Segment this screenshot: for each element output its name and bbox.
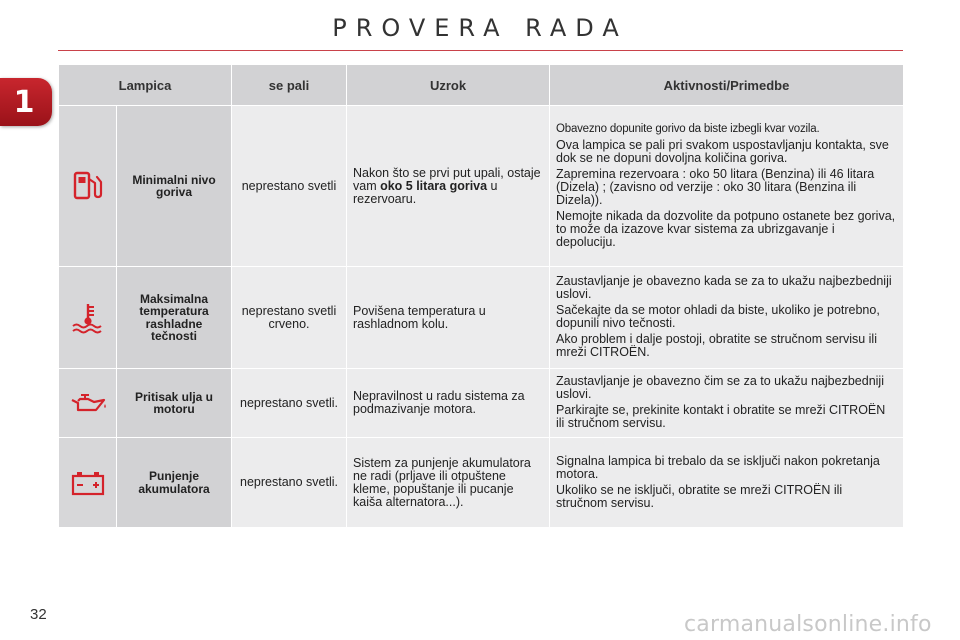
action-text: Obavezno dopunite gorivo da biste izbegli kvar vozila. [556,122,820,135]
page-number: 32 [30,606,47,623]
action-text: Zaustavljanje je obavezno čim se za to ukažu najbezbedniji uslovi. [556,374,884,401]
row-cause: Sistem za punjenje akumulatora ne radi (prljave ili otpuštene kleme, popuštanje ili pucanje kaiša alternatora...). [347,438,550,528]
cause-bold-text: oko 5 litara goriva [380,178,488,193]
table-header-row [59,65,904,106]
table-row [59,106,904,267]
table-row [59,438,904,528]
row-condition: neprestano svetli. [232,369,347,438]
row-icon-cell [59,106,117,267]
table-row [59,267,904,369]
row-actions [550,369,904,438]
title-rule [58,50,903,51]
oil-pressure-icon [59,391,116,415]
action-text: Ako problem i dalje postoji, obratite se stručnom servisu ili mreži CITROËN. [556,332,877,359]
action-text: Signalna lampica bi trebalo da se isključi nakon pokretanja motora. [556,453,880,481]
table-row [59,369,904,438]
battery-icon [59,469,116,497]
action-text: Sačekajte da se motor ohladi da biste, ukoliko je potrebno, dopunili nivo tečnosti. [556,303,880,330]
row-cause: Nepravilnost u radu sistema za podmazivanje motora. [347,369,550,438]
row-cause: Povišena temperatura u rashladnom kolu. [347,267,550,369]
row-name: Pritisak ulja u motoru [117,369,232,438]
cause-text: Nakon što se prvi put upali, ostaje vam [353,165,541,193]
header-lampica: Lampica [59,65,232,106]
action-text: Zaustavljanje je obavezno kada se za to ukažu najbezbedniji uslovi. [556,274,892,301]
action-text: Parkirajte se, prekinite kontakt i obratite se mreži CITROËN ili stručnom servisu. [556,403,886,430]
row-actions [550,438,904,528]
action-text: Zapremina rezervoara : oko 50 litara (Benzina) ili 46 litara (Dizela) ; (zavisno od verzije : oko 30 litara (Benzina ili Dizela)). [556,166,875,207]
fuel-pump-icon [59,170,116,202]
row-icon-cell [59,369,117,438]
row-icon-cell [59,438,117,528]
warning-lights-table [58,64,904,528]
row-name: Minimalni nivo goriva [117,106,232,267]
action-text: Ova lampica se pali pri svakom uspostavljanju kontakta, sve dok se ne dopuni dovoljna količina goriva. [556,137,889,165]
row-actions [550,106,904,267]
header-se-pali: se pali [232,65,347,106]
row-cause [347,106,550,267]
page-title: PROVERA RADA [332,14,628,42]
chapter-tab[interactable]: 1 [0,78,52,126]
row-condition: neprestano svetli [232,106,347,267]
row-condition: neprestano svetli crveno. [232,267,347,369]
cause-text-end: u rezervoaru. [353,178,498,206]
row-name: Maksimalna temperatura rashladne tečnosti [117,267,232,369]
coolant-temperature-icon [59,301,116,335]
row-actions [550,267,904,369]
header-uzrok: Uzrok [347,65,550,106]
watermark[interactable]: carmanualsonline.info [684,612,932,637]
action-text: Ukoliko se ne isključi, obratite se mreži CITROËN ili stručnom servisu. [556,482,843,510]
action-text: Nemojte nikada da dozvolite da potpuno ostanete bez goriva, to može da izazove kvar sistema za ubrizgavanje i depoluciju. [556,208,896,249]
row-name: Punjenje akumulatora [117,438,232,528]
row-condition: neprestano svetli. [232,438,347,528]
row-icon-cell [59,267,117,369]
header-aktivnosti: Aktivnosti/Primedbe [550,65,904,106]
